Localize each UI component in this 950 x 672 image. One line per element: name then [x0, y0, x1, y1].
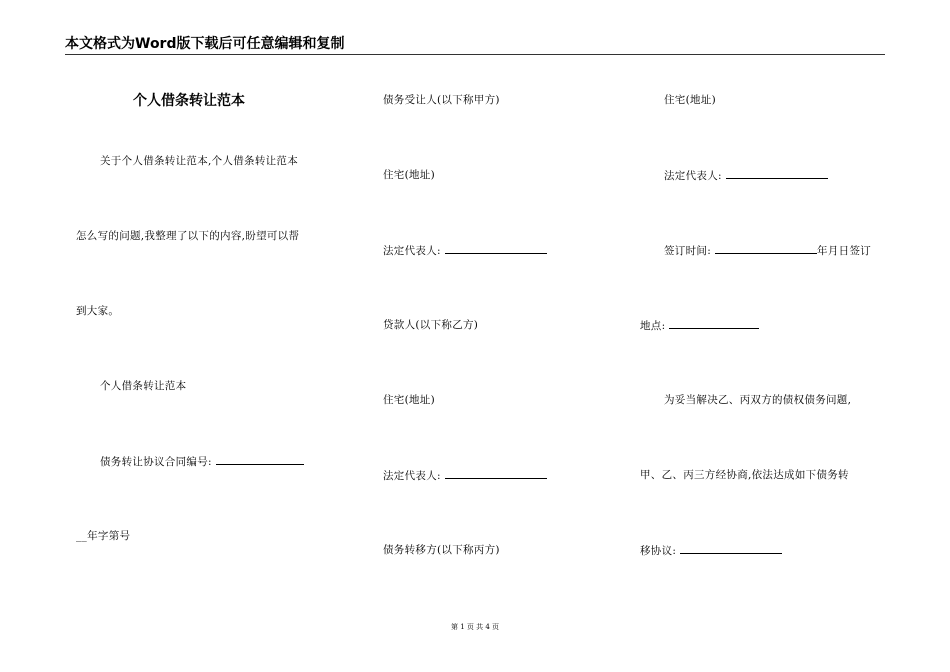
- legal-rep-label: 法定代表人:: [383, 470, 441, 482]
- agreement-para-line-1: 为妥当解决乙、丙双方的债权债务问题,: [664, 394, 852, 406]
- page-footer: 第 1 页 共 4 页: [450, 623, 500, 631]
- sign-time-suffix: 年月日签订: [817, 245, 872, 257]
- contract-number-label: 债务转让协议合同编号:: [100, 456, 212, 468]
- year-number-line: __年字第号: [76, 530, 131, 542]
- transfer-agreement-label: 移协议:: [640, 545, 677, 557]
- section-subtitle: 个人借条转让范本: [100, 380, 187, 392]
- transfer-agreement-blank: [680, 543, 782, 554]
- transferee-legal-rep-line: [383, 243, 547, 258]
- contract-number-blank: [216, 454, 304, 465]
- sign-place-label: 地点:: [640, 320, 666, 332]
- agreement-para-line-2: 甲、乙、丙三方经协商,依法达成如下债务转: [640, 469, 849, 481]
- sign-place-blank: [669, 318, 759, 329]
- sign-time-line: [664, 243, 871, 258]
- document-title: 个人借条转让范本: [133, 93, 245, 109]
- legal-rep-label: 法定代表人:: [664, 170, 722, 182]
- intro-line-1: 关于个人借条转让范本,个人借条转让范本: [100, 155, 299, 167]
- sign-place-line: [640, 318, 759, 333]
- legal-rep-blank: [726, 168, 828, 179]
- agreement-para-line-3: [640, 543, 782, 558]
- page-header: 本文格式为Word版下载后可任意编辑和复制: [65, 36, 345, 52]
- intro-line-3: 到大家。: [76, 305, 120, 317]
- sign-time-blank: [715, 243, 817, 254]
- transferor-legal-rep-line: [664, 168, 828, 183]
- legal-rep-label: 法定代表人:: [383, 245, 441, 257]
- sign-time-label: 签订时间:: [664, 245, 712, 257]
- intro-line-2: 怎么写的问题,我整理了以下的内容,盼望可以帮: [76, 230, 300, 242]
- lender-address: 住宅(地址): [383, 394, 435, 406]
- transferor-line: 债务转移方(以下称丙方): [383, 544, 500, 556]
- transferee-line: 债务受让人(以下称甲方): [383, 94, 500, 106]
- header-divider: [65, 54, 885, 55]
- transferor-address: 住宅(地址): [664, 94, 716, 106]
- transferee-address: 住宅(地址): [383, 169, 435, 181]
- legal-rep-blank: [445, 243, 547, 254]
- lender-legal-rep-line: [383, 468, 547, 483]
- contract-number-line: [100, 454, 304, 469]
- legal-rep-blank: [445, 468, 547, 479]
- lender-line: 贷款人(以下称乙方): [383, 319, 479, 331]
